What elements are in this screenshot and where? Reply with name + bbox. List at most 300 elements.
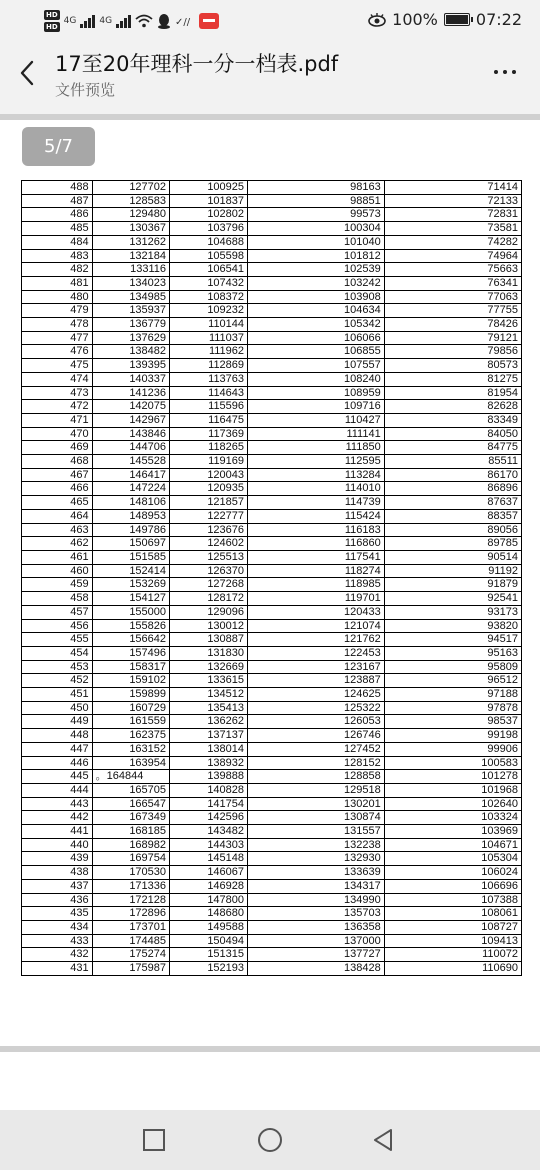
- table-cell: 163152: [92, 742, 169, 756]
- table-cell: 88357: [384, 509, 521, 523]
- table-cell: 81954: [384, 386, 521, 400]
- table-row: [22, 468, 522, 482]
- table-row: [22, 674, 522, 688]
- table-cell: 455: [22, 633, 93, 647]
- table-row: [22, 811, 522, 825]
- table-cell: 100583: [384, 756, 521, 770]
- table-cell: 157496: [92, 646, 169, 660]
- table-cell: 152414: [92, 564, 169, 578]
- table-cell: 132930: [248, 852, 385, 866]
- table-cell: 146928: [170, 879, 248, 893]
- table-cell: 79121: [384, 331, 521, 345]
- square-icon[interactable]: [139, 1125, 169, 1155]
- table-row: [22, 249, 522, 263]
- table-cell: 130874: [248, 811, 385, 825]
- table-cell: 100925: [170, 181, 248, 195]
- table-cell: 102539: [248, 263, 385, 277]
- table-row: [22, 263, 522, 277]
- table-row: [22, 948, 522, 962]
- table-cell: 437: [22, 879, 93, 893]
- back-arrow-icon[interactable]: [14, 56, 42, 90]
- table-cell: 436: [22, 893, 93, 907]
- table-row: [22, 550, 522, 564]
- table-cell: 450: [22, 701, 93, 715]
- table-cell: 151585: [92, 550, 169, 564]
- table-cell: 172128: [92, 893, 169, 907]
- table-cell: 77063: [384, 290, 521, 304]
- table-cell: 73581: [384, 222, 521, 236]
- table-cell: 106855: [248, 345, 385, 359]
- table-row: [22, 235, 522, 249]
- table-cell: 487: [22, 194, 93, 208]
- table-cell: 440: [22, 838, 93, 852]
- table-cell: 120935: [170, 482, 248, 496]
- table-cell: 126053: [248, 715, 385, 729]
- table-cell: 99573: [248, 208, 385, 222]
- table-cell: 98163: [248, 181, 385, 195]
- table-row: [22, 523, 522, 537]
- table-row: [22, 907, 522, 921]
- table-cell: 117541: [248, 550, 385, 564]
- table-cell: 105304: [384, 852, 521, 866]
- table-cell: 131830: [170, 646, 248, 660]
- table-cell: 134990: [248, 893, 385, 907]
- table-cell: 162375: [92, 729, 169, 743]
- table-cell: 452: [22, 674, 93, 688]
- table-cell: 119701: [248, 592, 385, 606]
- system-nav-bar: [0, 1110, 540, 1170]
- table-cell: 106696: [384, 879, 521, 893]
- network-type-2: 4G: [99, 16, 113, 26]
- table-cell: 468: [22, 455, 93, 469]
- table-cell: 137629: [92, 331, 169, 345]
- eye-comfort-icon: [368, 13, 386, 27]
- score-table-body: [22, 181, 522, 976]
- svg-text:✓//: ✓//: [175, 17, 191, 28]
- table-cell: 108372: [170, 290, 248, 304]
- table-cell: 134985: [92, 290, 169, 304]
- table-cell: 101968: [384, 783, 521, 797]
- table-cell: 453: [22, 660, 93, 674]
- table-cell: 111037: [170, 331, 248, 345]
- table-cell: 116183: [248, 523, 385, 537]
- table-cell: 105598: [170, 249, 248, 263]
- table-cell: 121762: [248, 633, 385, 647]
- table-cell: 76341: [384, 276, 521, 290]
- table-cell: 473: [22, 386, 93, 400]
- table-row: [22, 564, 522, 578]
- table-row: [22, 852, 522, 866]
- table-cell: 154127: [92, 592, 169, 606]
- table-cell: 462: [22, 537, 93, 551]
- table-cell: 140828: [170, 783, 248, 797]
- table-cell: 121857: [170, 496, 248, 510]
- table-cell: 95163: [384, 646, 521, 660]
- hd2-icon: HD: [46, 23, 58, 31]
- table-cell: 466: [22, 482, 93, 496]
- table-cell: 133116: [92, 263, 169, 277]
- table-cell: 148680: [170, 907, 248, 921]
- table-cell: 159102: [92, 674, 169, 688]
- table-cell: 444: [22, 783, 93, 797]
- table-cell: 465: [22, 496, 93, 510]
- table-cell: 120433: [248, 605, 385, 619]
- table-cell: 80573: [384, 359, 521, 373]
- table-cell: 434: [22, 920, 93, 934]
- table-cell: 108727: [384, 920, 521, 934]
- table-cell: 128583: [92, 194, 169, 208]
- table-cell: 459: [22, 578, 93, 592]
- table-cell: 135703: [248, 907, 385, 921]
- table-cell: 484: [22, 235, 93, 249]
- hd-icons: [44, 10, 60, 32]
- table-cell: 89785: [384, 537, 521, 551]
- table-cell: 471: [22, 413, 93, 427]
- table-row: [22, 701, 522, 715]
- table-cell: 82628: [384, 400, 521, 414]
- table-cell: 463: [22, 523, 93, 537]
- table-cell: 133639: [248, 866, 385, 880]
- table-cell: 135937: [92, 304, 169, 318]
- table-row: [22, 893, 522, 907]
- table-cell: 435: [22, 907, 93, 921]
- table-cell: 474: [22, 372, 93, 386]
- table-cell: 104671: [384, 838, 521, 852]
- table-cell: 149786: [92, 523, 169, 537]
- table-cell: 134317: [248, 879, 385, 893]
- table-cell: 101040: [248, 235, 385, 249]
- table-cell: 。164844: [92, 770, 169, 784]
- table-cell: 146067: [170, 866, 248, 880]
- table-cell: 482: [22, 263, 93, 277]
- table-cell: 152193: [170, 962, 248, 976]
- table-cell: 128172: [170, 592, 248, 606]
- table-cell: 480: [22, 290, 93, 304]
- table-cell: 118274: [248, 564, 385, 578]
- table-cell: 488: [22, 181, 93, 195]
- table-cell: 137727: [248, 948, 385, 962]
- more-options-icon[interactable]: [494, 70, 516, 74]
- table-row: [22, 400, 522, 414]
- table-cell: 163954: [92, 756, 169, 770]
- table-cell: 144303: [170, 838, 248, 852]
- table-row: [22, 482, 522, 496]
- signal-2-icon: [116, 14, 131, 28]
- table-row: [22, 742, 522, 756]
- status-right: [368, 10, 522, 29]
- table-cell: 81275: [384, 372, 521, 386]
- table-cell: 165705: [92, 783, 169, 797]
- table-cell: 149588: [170, 920, 248, 934]
- bottom-blank-area: [0, 1052, 540, 1110]
- table-cell: 142075: [92, 400, 169, 414]
- table-cell: 86170: [384, 468, 521, 482]
- table-cell: 99906: [384, 742, 521, 756]
- table-row: [22, 276, 522, 290]
- table-cell: 141754: [170, 797, 248, 811]
- table-row: [22, 688, 522, 702]
- wifi-icon: [135, 14, 153, 28]
- table-cell: 478: [22, 318, 93, 332]
- table-cell: 125513: [170, 550, 248, 564]
- table-cell: 461: [22, 550, 93, 564]
- table-cell: 443: [22, 797, 93, 811]
- table-cell: 106024: [384, 866, 521, 880]
- table-cell: 77755: [384, 304, 521, 318]
- table-cell: 100304: [248, 222, 385, 236]
- table-cell: 150494: [170, 934, 248, 948]
- table-row: [22, 386, 522, 400]
- table-cell: 95809: [384, 660, 521, 674]
- table-cell: 110072: [384, 948, 521, 962]
- table-cell: 141236: [92, 386, 169, 400]
- table-row: [22, 866, 522, 880]
- table-cell: 439: [22, 852, 93, 866]
- table-cell: 110144: [170, 318, 248, 332]
- table-cell: 106541: [170, 263, 248, 277]
- table-cell: 109413: [384, 934, 521, 948]
- table-cell: 102802: [170, 208, 248, 222]
- table-cell: 93820: [384, 619, 521, 633]
- table-row: [22, 441, 522, 455]
- app-bar: [0, 40, 540, 106]
- table-row: [22, 318, 522, 332]
- table-cell: 91192: [384, 564, 521, 578]
- table-cell: 475: [22, 359, 93, 373]
- table-cell: 150697: [92, 537, 169, 551]
- table-cell: 446: [22, 756, 93, 770]
- table-cell: 86896: [384, 482, 521, 496]
- table-cell: 78426: [384, 318, 521, 332]
- table-cell: 132184: [92, 249, 169, 263]
- table-cell: 104688: [170, 235, 248, 249]
- table-cell: 111141: [248, 427, 385, 441]
- table-cell: 147224: [92, 482, 169, 496]
- table-cell: 130201: [248, 797, 385, 811]
- table-cell: 456: [22, 619, 93, 633]
- table-row: [22, 646, 522, 660]
- table-cell: 175987: [92, 962, 169, 976]
- table-cell: 135413: [170, 701, 248, 715]
- table-cell: 175274: [92, 948, 169, 962]
- qq-icon: [157, 13, 171, 29]
- table-cell: 458: [22, 592, 93, 606]
- table-row: [22, 770, 522, 784]
- table-cell: 158317: [92, 660, 169, 674]
- table-cell: 98537: [384, 715, 521, 729]
- table-cell: 79856: [384, 345, 521, 359]
- table-row: [22, 729, 522, 743]
- table-cell: 97878: [384, 701, 521, 715]
- table-cell: 472: [22, 400, 93, 414]
- table-cell: 160729: [92, 701, 169, 715]
- table-cell: 140337: [92, 372, 169, 386]
- score-table: [21, 180, 522, 976]
- table-row: [22, 427, 522, 441]
- table-row: [22, 797, 522, 811]
- table-cell: 173701: [92, 920, 169, 934]
- table-cell: 72831: [384, 208, 521, 222]
- page-indicator: 5/7: [22, 127, 95, 166]
- table-cell: 101837: [170, 194, 248, 208]
- circle-icon[interactable]: [255, 1125, 285, 1155]
- table-row: [22, 181, 522, 195]
- table-cell: 441: [22, 825, 93, 839]
- table-cell: 128152: [248, 756, 385, 770]
- table-cell: 445: [22, 770, 93, 784]
- network-type-1: 4G: [63, 16, 77, 26]
- table-cell: 126370: [170, 564, 248, 578]
- table-cell: 108959: [248, 386, 385, 400]
- table-cell: 136779: [92, 318, 169, 332]
- table-cell: 104634: [248, 304, 385, 318]
- table-cell: 137137: [170, 729, 248, 743]
- table-row: [22, 605, 522, 619]
- table-cell: 476: [22, 345, 93, 359]
- table-cell: 159899: [92, 688, 169, 702]
- table-cell: 126746: [248, 729, 385, 743]
- table-cell: 168185: [92, 825, 169, 839]
- table-cell: 464: [22, 509, 93, 523]
- table-cell: 171336: [92, 879, 169, 893]
- table-cell: 103969: [384, 825, 521, 839]
- table-cell: 470: [22, 427, 93, 441]
- table-row: [22, 962, 522, 976]
- app-notification-icon: [175, 14, 195, 28]
- table-cell: 122453: [248, 646, 385, 660]
- table-row: [22, 633, 522, 647]
- table-cell: 486: [22, 208, 93, 222]
- table-cell: 117369: [170, 427, 248, 441]
- table-cell: 84050: [384, 427, 521, 441]
- table-cell: 166547: [92, 797, 169, 811]
- triangle-back-icon[interactable]: [369, 1125, 399, 1155]
- table-cell: 132238: [248, 838, 385, 852]
- table-cell: 148953: [92, 509, 169, 523]
- table-cell: 74964: [384, 249, 521, 263]
- table-row: [22, 660, 522, 674]
- table-cell: 94517: [384, 633, 521, 647]
- table-cell: 167349: [92, 811, 169, 825]
- clock: 07:22: [475, 10, 522, 29]
- table-row: [22, 455, 522, 469]
- table-row: [22, 825, 522, 839]
- table-row: [22, 838, 522, 852]
- table-cell: 145528: [92, 455, 169, 469]
- table-cell: 101278: [384, 770, 521, 784]
- table-cell: 151315: [170, 948, 248, 962]
- table-cell: 84775: [384, 441, 521, 455]
- pdf-viewer[interactable]: [0, 120, 540, 1046]
- hd1-icon: HD: [46, 11, 58, 19]
- table-cell: 125322: [248, 701, 385, 715]
- table-cell: 114739: [248, 496, 385, 510]
- table-cell: 116475: [170, 413, 248, 427]
- table-cell: 145148: [170, 852, 248, 866]
- table-cell: 172896: [92, 907, 169, 921]
- table-cell: 105342: [248, 318, 385, 332]
- table-cell: 107388: [384, 893, 521, 907]
- table-row: [22, 879, 522, 893]
- battery-icon: [444, 13, 470, 26]
- table-cell: 142967: [92, 413, 169, 427]
- table-cell: 83349: [384, 413, 521, 427]
- table-cell: 108240: [248, 372, 385, 386]
- table-cell: 138428: [248, 962, 385, 976]
- table-cell: 451: [22, 688, 93, 702]
- battery-percent: 100%: [392, 10, 438, 29]
- table-cell: 103242: [248, 276, 385, 290]
- battery-fill: [446, 15, 468, 24]
- table-cell: 155000: [92, 605, 169, 619]
- red-app-icon: [199, 13, 219, 29]
- table-cell: 134512: [170, 688, 248, 702]
- table-cell: 431: [22, 962, 93, 976]
- table-cell: 107557: [248, 359, 385, 373]
- table-cell: 147800: [170, 893, 248, 907]
- signal-1-icon: [80, 14, 95, 28]
- table-row: [22, 372, 522, 386]
- table-cell: 118985: [248, 578, 385, 592]
- table-cell: 485: [22, 222, 93, 236]
- table-row: [22, 537, 522, 551]
- table-cell: 467: [22, 468, 93, 482]
- table-cell: 143846: [92, 427, 169, 441]
- table-cell: 112869: [170, 359, 248, 373]
- table-cell: 155826: [92, 619, 169, 633]
- table-cell: 108061: [384, 907, 521, 921]
- table-cell: 138482: [92, 345, 169, 359]
- table-cell: 156642: [92, 633, 169, 647]
- table-row: [22, 290, 522, 304]
- table-cell: 99198: [384, 729, 521, 743]
- table-cell: 102640: [384, 797, 521, 811]
- table-cell: 115424: [248, 509, 385, 523]
- table-cell: 72133: [384, 194, 521, 208]
- table-cell: 170530: [92, 866, 169, 880]
- table-cell: 93173: [384, 605, 521, 619]
- table-cell: 128858: [248, 770, 385, 784]
- table-cell: 107432: [170, 276, 248, 290]
- table-cell: 143482: [170, 825, 248, 839]
- table-cell: 132669: [170, 660, 248, 674]
- table-cell: 75663: [384, 263, 521, 277]
- table-cell: 129518: [248, 783, 385, 797]
- table-cell: 96512: [384, 674, 521, 688]
- table-cell: 130012: [170, 619, 248, 633]
- table-cell: 139395: [92, 359, 169, 373]
- table-cell: 90514: [384, 550, 521, 564]
- table-cell: 103908: [248, 290, 385, 304]
- table-cell: 115596: [170, 400, 248, 414]
- table-cell: 477: [22, 331, 93, 345]
- table-row: [22, 222, 522, 236]
- table-cell: 118265: [170, 441, 248, 455]
- table-cell: 153269: [92, 578, 169, 592]
- table-row: [22, 331, 522, 345]
- table-cell: 110690: [384, 962, 521, 976]
- table-cell: 71414: [384, 181, 521, 195]
- table-row: [22, 578, 522, 592]
- table-cell: 138932: [170, 756, 248, 770]
- table-row: [22, 592, 522, 606]
- file-title: 17至20年理科一分一档表.pdf: [55, 52, 339, 76]
- table-cell: 169754: [92, 852, 169, 866]
- table-cell: 87637: [384, 496, 521, 510]
- table-cell: 121074: [248, 619, 385, 633]
- table-row: [22, 934, 522, 948]
- table-cell: 123887: [248, 674, 385, 688]
